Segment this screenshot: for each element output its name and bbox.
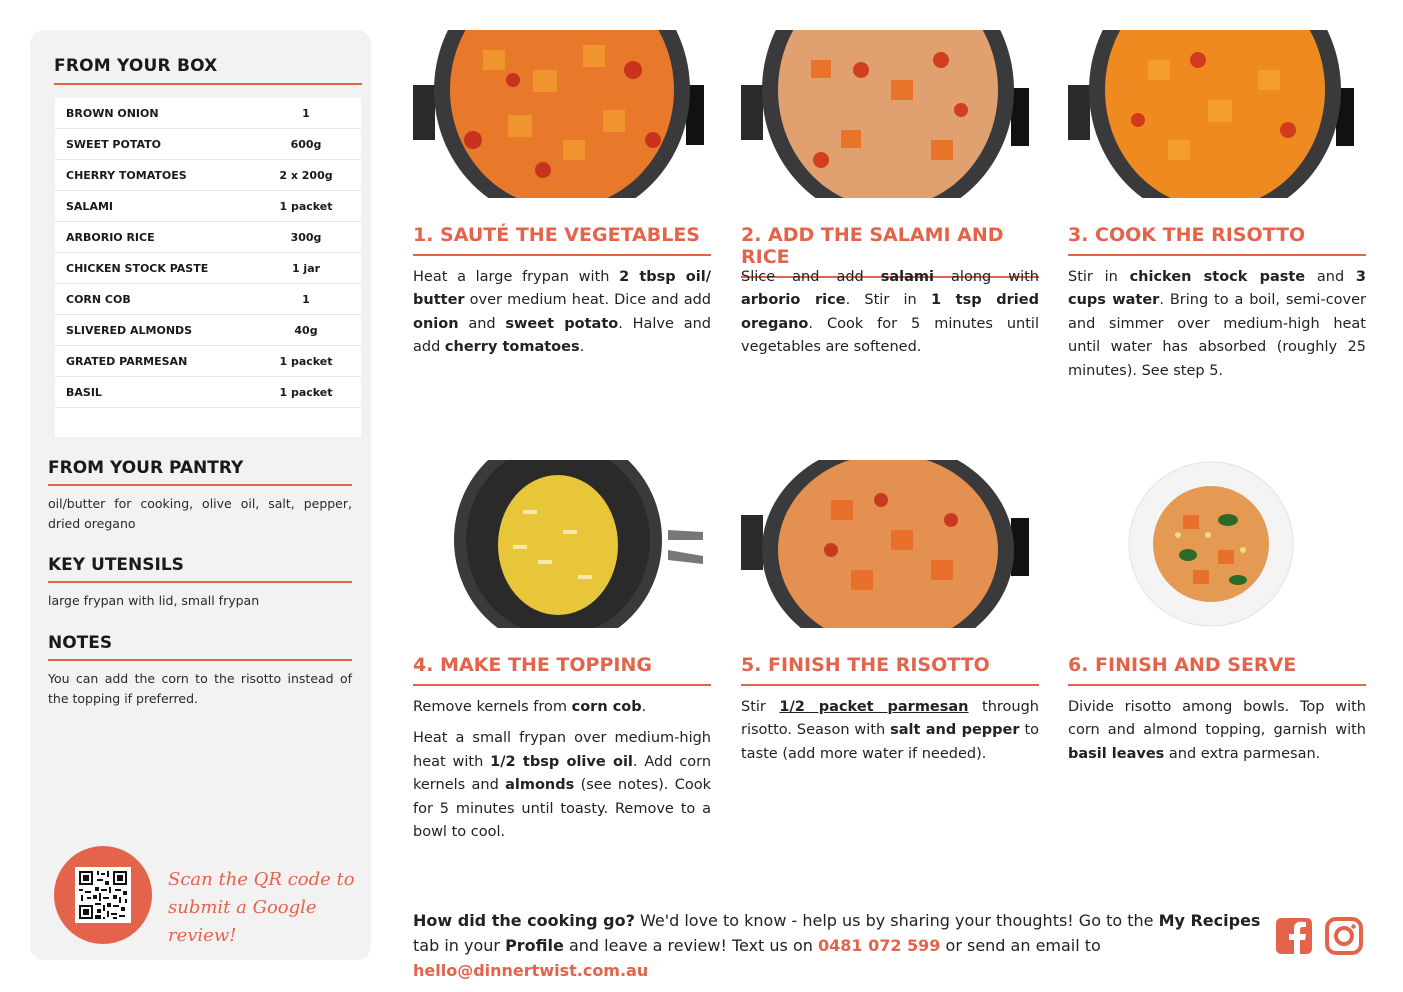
- ingredient-name: CHERRY TOMATOES: [66, 168, 187, 182]
- ingredient-name: SWEET POTATO: [66, 137, 161, 151]
- step-text: Stir: [741, 699, 780, 715]
- step-text: .: [641, 699, 647, 715]
- table-row: [55, 315, 361, 346]
- qr-caption: [168, 866, 358, 950]
- step-ingredient: onion: [413, 315, 459, 332]
- ingredient-qty: 1 jar: [291, 261, 321, 275]
- step-1-body: [413, 266, 711, 360]
- table-row: [55, 346, 361, 377]
- step-4-photo: [413, 460, 711, 628]
- qr-caption-line: Scan the QR code to: [168, 869, 355, 890]
- step-text: Heat a large frypan with: [413, 269, 620, 285]
- step-3-title: 3. COOK THE RISOTTO: [1068, 224, 1366, 256]
- facebook-icon[interactable]: [1275, 916, 1313, 956]
- step-text: Heat a small frypan over medium-high heat with: [413, 730, 711, 770]
- step-ingredient: 1/2 tbsp olive oil: [490, 753, 633, 770]
- footer-text: or send an email to: [940, 936, 1101, 955]
- step-text: .: [579, 339, 585, 356]
- ingredient-qty: 2 x 200g: [279, 168, 333, 182]
- step-text: . Stir in: [845, 292, 931, 309]
- step-text: . Bring to a boil, semi-cover and simmer over medium-high heat until water has absorbed (roughly 25 minutes). See step 5.: [1068, 292, 1366, 379]
- step-text: along with: [934, 269, 1039, 285]
- step-text: and extra parmesan.: [1164, 745, 1321, 762]
- step-5-photo: [741, 460, 1039, 628]
- step-ingredient: 3 cups water: [1068, 269, 1367, 309]
- qr-caption-line: submit a Google review!: [168, 897, 317, 946]
- step-ingredient: basil leaves: [1068, 745, 1165, 762]
- step-ingredient: 1 tsp dried oregano: [741, 292, 1039, 332]
- step-text: . Cook for 5 minutes until vegetables are softened.: [741, 315, 1039, 356]
- notes-section: [48, 633, 352, 709]
- utensils-text: large frypan with lid, small frypan: [48, 593, 260, 608]
- step-text: and: [1305, 269, 1356, 285]
- ingredient-qty: 1: [302, 106, 310, 120]
- ingredient-qty: 40g: [294, 323, 318, 337]
- footer-my-recipes: My Recipes: [1158, 911, 1261, 930]
- step-2-body: [741, 266, 1039, 360]
- pantry-title: FROM YOUR PANTRY: [48, 458, 352, 486]
- step-ingredient: salami: [880, 269, 935, 285]
- step-1-photo: [413, 30, 711, 198]
- pantry-text: oil/butter for cooking, olive oil, salt, pepper, dried oregano: [48, 496, 352, 531]
- ingredient-name: BROWN ONION: [66, 106, 159, 120]
- step-text: Slice and add: [741, 269, 881, 285]
- footer-review-text: [413, 908, 1263, 983]
- step-3-photo: [1068, 30, 1366, 198]
- table-row: [55, 191, 361, 222]
- email-link[interactable]: hello@dinnertwist.com.au: [413, 961, 649, 980]
- step-text: through risotto. Season with: [741, 699, 1039, 739]
- ingredients-table: [55, 98, 361, 437]
- qr-code-icon[interactable]: [75, 867, 131, 923]
- ingredient-qty: 1 packet: [279, 354, 333, 368]
- step-text: . Add corn kernels and: [413, 753, 712, 794]
- step-paragraph: [413, 696, 711, 719]
- step-ingredient: 2 tbsp oil/ butter: [413, 269, 711, 309]
- ingredient-name: BASIL: [66, 385, 102, 399]
- step-text: Divide risotto among bowls. Top with corn and almond topping, garnish with: [1068, 699, 1366, 739]
- ingredient-qty: 1 packet: [279, 199, 333, 213]
- footer-text: tab in your: [413, 936, 506, 955]
- step-ingredient: salt and pepper: [890, 722, 1020, 739]
- step-2-title: 2. ADD THE SALAMI AND RICE: [741, 224, 1039, 278]
- ingredient-name: SALAMI: [66, 199, 113, 213]
- step-5-title: 5. FINISH THE RISOTTO: [741, 654, 1039, 686]
- step-5-body: [741, 696, 1039, 766]
- footer-question: How did the cooking go?: [413, 911, 635, 930]
- table-row: [55, 160, 361, 191]
- step-text: over medium heat. Dice and add: [464, 292, 711, 309]
- footer-text: and leave a review! Text us on: [563, 936, 818, 955]
- step-text: and: [458, 315, 506, 332]
- step-text: (see notes). Cook for 5 minutes until toasty. Remove to a bowl to cool.: [413, 777, 711, 841]
- instagram-icon[interactable]: [1325, 916, 1363, 956]
- step-6-title: 6. FINISH AND SERVE: [1068, 654, 1366, 686]
- step-1-title: 1. SAUTÉ THE VEGETABLES: [413, 224, 711, 256]
- ingredient-qty: 1 packet: [279, 385, 333, 399]
- table-row: [55, 253, 361, 284]
- footer-profile: Profile: [505, 936, 564, 955]
- step-4-title: 4. MAKE THE TOPPING: [413, 654, 711, 686]
- step-ingredient: 1/2 packet parmesan: [779, 699, 969, 715]
- table-row: [55, 377, 361, 408]
- table-row: [55, 98, 361, 129]
- ingredient-name: SLIVERED ALMONDS: [66, 323, 193, 337]
- ingredient-name: ARBORIO RICE: [66, 230, 155, 244]
- step-text: . Halve and add: [413, 315, 712, 356]
- step-paragraph: [413, 727, 711, 844]
- step-6-body: [1068, 696, 1366, 766]
- step-ingredient: corn cob: [571, 699, 642, 715]
- table-row: [55, 222, 361, 253]
- ingredient-qty: 1: [302, 292, 310, 306]
- table-row: [55, 129, 361, 160]
- step-3-body: [1068, 266, 1366, 383]
- from-your-box-title: FROM YOUR BOX: [54, 56, 362, 85]
- step-text: Stir in: [1068, 269, 1130, 285]
- step-text: Remove kernels from: [413, 699, 572, 715]
- ingredient-name: CORN COB: [66, 292, 131, 306]
- step-ingredient: sweet potato: [505, 315, 619, 332]
- footer-text: We'd love to know - help us by sharing your thoughts! Go to the: [634, 911, 1159, 930]
- phone-link[interactable]: 0481 072 599: [817, 936, 941, 955]
- pantry-section: [48, 458, 352, 534]
- ingredient-name: CHICKEN STOCK PASTE: [66, 261, 209, 275]
- ingredient-name: GRATED PARMESAN: [66, 354, 188, 368]
- step-ingredient: cherry tomatoes: [444, 339, 580, 356]
- step-4-body: [413, 696, 711, 852]
- table-row: [55, 284, 361, 315]
- step-text: to taste (add more water if needed).: [741, 722, 1040, 762]
- utensils-section: [48, 555, 352, 611]
- notes-text: You can add the corn to the risotto instead of the topping if preferred.: [48, 671, 352, 706]
- notes-title: NOTES: [48, 633, 352, 661]
- step-ingredient: arborio rice: [741, 292, 846, 309]
- step-ingredient: chicken stock paste: [1129, 269, 1306, 285]
- utensils-title: KEY UTENSILS: [48, 555, 352, 583]
- step-ingredient: almonds: [505, 777, 575, 794]
- step-2-photo: [741, 30, 1039, 198]
- ingredient-qty: 600g: [290, 137, 322, 151]
- sidebar: [30, 30, 371, 960]
- step-6-photo: [1068, 460, 1366, 628]
- qr-badge: [54, 846, 152, 944]
- ingredient-qty: 300g: [290, 230, 322, 244]
